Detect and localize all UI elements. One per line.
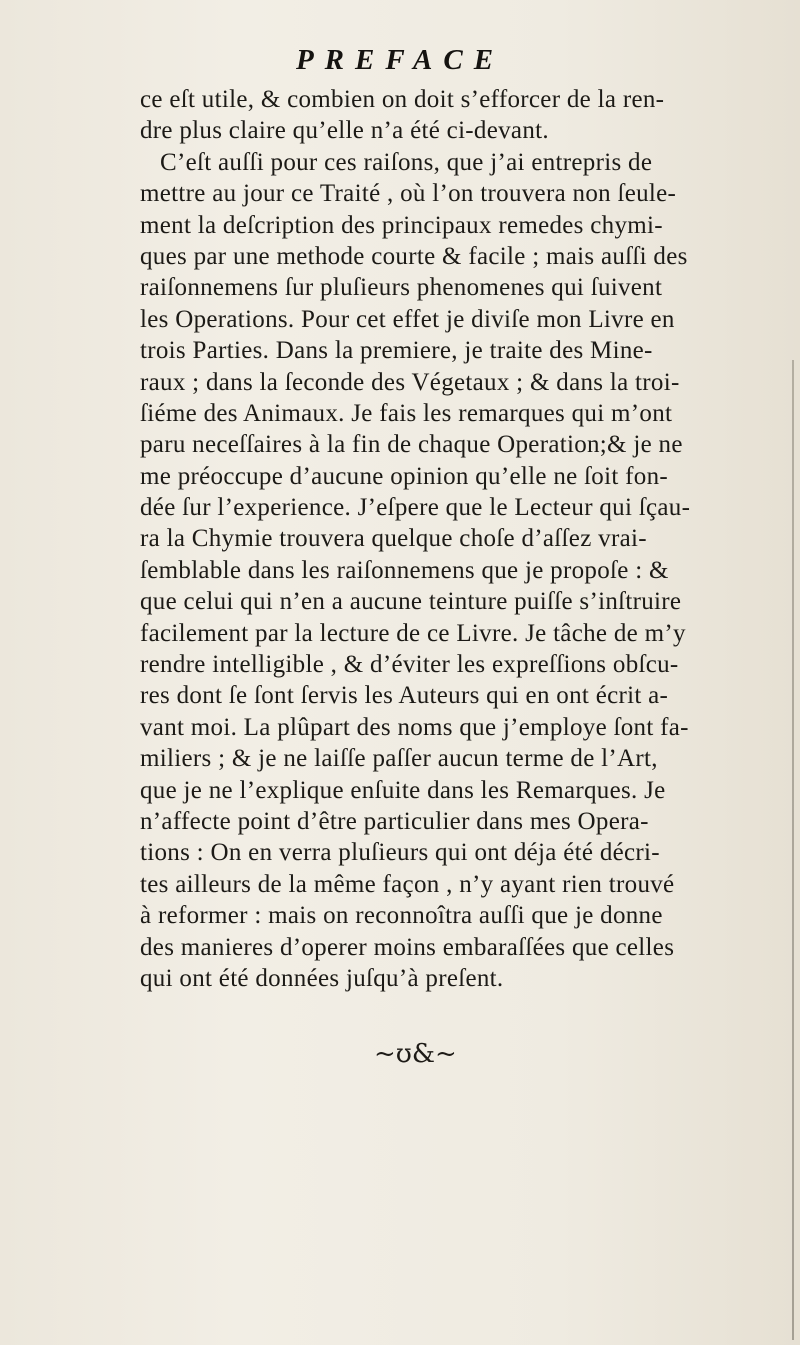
- text-line: des manieres d’operer moins embaraſſées que celles: [140, 933, 675, 961]
- text-line: paru neceſſaires à la fin de chaque Operation;& je ne: [140, 431, 683, 459]
- text-line: vant moi. La plûpart des noms que j’employe ſont fa-: [140, 713, 689, 741]
- text-line: raiſonnemens ſur pluſieurs phenomenes qui ſuivent: [140, 274, 663, 302]
- text-line: que je ne l’explique enſuite dans les Remarques. Je: [140, 776, 666, 804]
- text-line: res dont ſe ſont ſervis les Auteurs qui en ont écrit a-: [140, 682, 669, 710]
- text-line: miliers ; & je ne laiſſe paſſer aucun terme de l’Art,: [140, 745, 658, 773]
- text-line: ſiéme des Animaux. Je fais les remarques qui m’ont: [140, 399, 673, 427]
- text-line: rendre intelligible , & d’éviter les expreſſions obſcu-: [140, 651, 679, 679]
- text-line: ſemblable dans les raiſonnemens que je propoſe : &: [140, 556, 669, 584]
- running-head: PREFACE: [295, 44, 505, 76]
- text-line: ra la Chymie trouvera quelque choſe d’aſſez vrai-: [140, 525, 647, 553]
- text-line: ment la deſcription des principaux remedes chymi-: [140, 211, 663, 239]
- text-line: raux ; dans la ſeconde des Végetaux ; & dans la troi-: [140, 368, 680, 396]
- text-line: à reformer : mais on reconnoîtra auſſi que je donne: [140, 902, 663, 930]
- text-line: mettre au jour ce Traité , où l’on trouvera non ſeule-: [140, 180, 677, 208]
- text-line: dre plus claire qu’elle n’a été ci-devant.: [140, 117, 549, 145]
- text-line: facilement par la lecture de ce Livre. Je tâche de m’y: [140, 619, 686, 647]
- body-text: [140, 84, 800, 994]
- text-line: que celui qui n’en a aucune teinture puiſſe s’inſtruire: [140, 588, 682, 616]
- text-line: me préoccupe d’aucune opinion qu’elle ne ſoit fon-: [140, 462, 668, 490]
- text-line: trois Parties. Dans la premiere, je traite des Mine-: [140, 337, 653, 365]
- text-line: ques par une methode courte & facile ; mais auſſi des: [140, 242, 688, 270]
- end-ornament-icon: ~ʊ&~: [374, 1039, 457, 1069]
- text-line: qui ont été données juſqu’à preſent.: [140, 964, 504, 992]
- text-line: dée ſur l’experience. J’eſpere que le Lecteur qui ſçau-: [140, 494, 691, 522]
- text-line: ce eſt utile, & combien on doit s’efforcer de la ren-: [140, 86, 665, 113]
- text-line: les Operations. Pour cet effet je diviſe mon Livre en: [140, 305, 675, 333]
- text-line: n’affecte point d’être particulier dans mes Opera-: [140, 807, 649, 835]
- text-line: C’eſt auſſi pour ces raiſons, que j’ai entrepris de: [160, 148, 653, 176]
- text-line: tes ailleurs de la même façon , n’y ayant rien trouvé: [140, 870, 675, 898]
- text-line: tions : On en verra pluſieurs qui ont déja été décri-: [140, 839, 660, 867]
